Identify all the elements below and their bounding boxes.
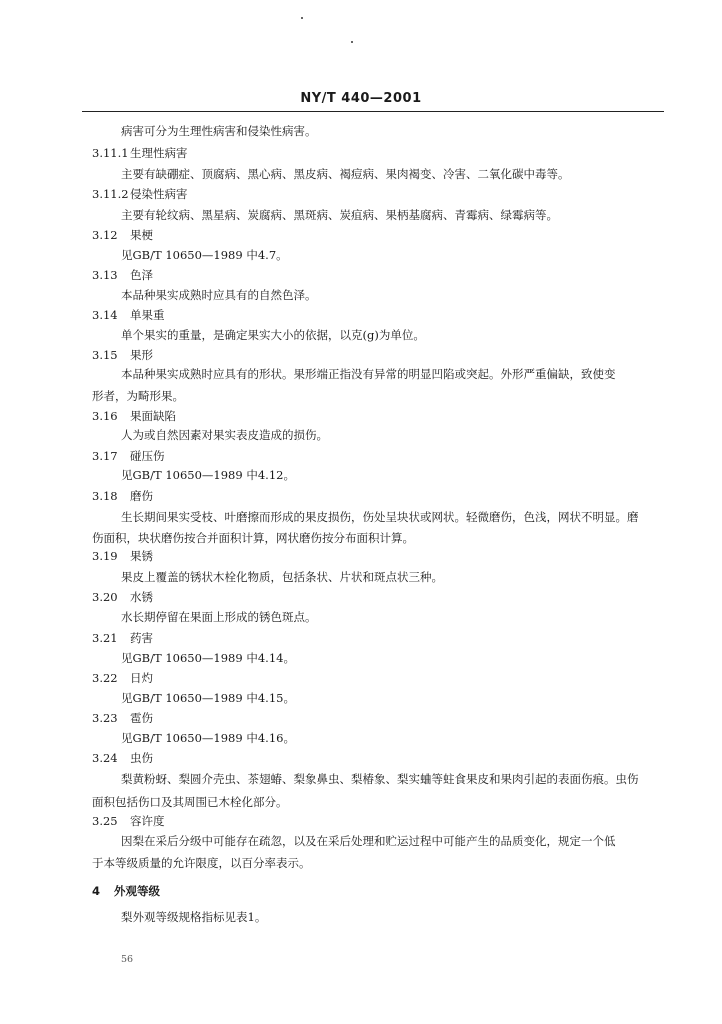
section-title: 碰压伤	[130, 449, 165, 463]
section-body-line: 因梨在采后分级中可能存在疏忽，以及在采后处理和贮运过程中可能产生的品质变化，规定一个低	[121, 834, 616, 848]
section-title: 药害	[130, 631, 153, 645]
scan-dot	[301, 17, 303, 19]
section-number: 3.16	[92, 409, 118, 423]
header-rule	[82, 111, 664, 112]
section-title: 色泽	[130, 268, 153, 282]
section-body-line: 面积包括伤口及其周围已木栓化部分。	[92, 795, 288, 809]
section-heading	[92, 187, 188, 201]
section-body-line: 人为或自然因素对果实表皮造成的损伤。	[121, 428, 328, 442]
section-body-line: 主要有轮纹病、黑星病、炭腐病、黑斑病、炭疽病、果柄基腐病、青霉病、绿霉病等。	[121, 208, 558, 222]
section-body-line: 生长期间果实受枝、叶磨擦而形成的果皮损伤，伤处呈块状或网状。轻微磨伤，色浅，网状不明显。磨	[121, 510, 639, 524]
section-body-line: 于本等级质量的允许限度，以百分率表示。	[92, 856, 311, 870]
section-title: 日灼	[130, 671, 153, 685]
section-heading	[92, 489, 153, 503]
page-number: 56	[121, 954, 134, 965]
section-number: 3.19	[92, 549, 118, 563]
section-body-line: 梨黄粉蚜、梨圆介壳虫、茶翅蝽、梨象鼻虫、梨椿象、梨实蛐等蛀食果皮和果肉引起的表面伤痕。虫伤	[121, 772, 639, 786]
section-body-line: 形者，为畸形果。	[92, 389, 184, 403]
section-number: 3.18	[92, 489, 118, 503]
section-title: 水锈	[130, 590, 153, 604]
section-heading	[92, 146, 188, 160]
section-number: 3.23	[92, 711, 118, 725]
section-body-line: 见GB/T 10650—1989 中4.16。	[121, 731, 295, 745]
section-title: 雹伤	[130, 711, 153, 725]
section-title: 果梗	[130, 228, 153, 242]
section-body-line: 水长期停留在果面上形成的锈色斑点。	[121, 610, 317, 624]
section-title: 容许度	[130, 814, 165, 828]
section-number: 3.22	[92, 671, 118, 685]
section-number: 3.21	[92, 631, 118, 645]
section-title: 磨伤	[130, 489, 153, 503]
chapter-number: 4	[92, 884, 101, 898]
chapter-title: 外观等级	[114, 884, 160, 898]
section-number: 3.12	[92, 228, 118, 242]
section-body-line: 伤面积，块状磨伤按合并面积计算，网状磨伤按分布面积计算。	[92, 531, 414, 545]
document-header: NY/T 440—2001	[300, 91, 422, 106]
section-title: 果面缺陷	[130, 409, 176, 423]
section-heading	[92, 549, 153, 563]
section-heading	[92, 814, 165, 828]
section-heading	[92, 308, 165, 322]
section-number: 3.11.2	[92, 187, 129, 201]
section-body-line: 本品种果实成熟时应具有的形状。果形端正指没有异常的明显凹陷或突起。外形严重偏缺，致使变	[121, 367, 616, 381]
section-heading	[92, 268, 153, 282]
section-number: 3.24	[92, 751, 118, 765]
section-heading	[92, 348, 153, 362]
section-number: 3.15	[92, 348, 118, 362]
section-body-line: 果皮上覆盖的锈状木栓化物质，包括条状、片状和斑点状三种。	[121, 570, 443, 584]
section-body-line: 见GB/T 10650—1989 中4.7。	[121, 248, 288, 262]
section-body-line: 主要有缺硼症、顶腐病、黑心病、黑皮病、褐痘病、果肉褐变、冷害、二氧化碳中毒等。	[121, 167, 570, 181]
section-title: 果锈	[130, 549, 153, 563]
section-heading	[92, 711, 153, 725]
section-number: 3.11.1	[92, 146, 129, 160]
chapter-heading	[92, 884, 160, 898]
section-number: 3.14	[92, 308, 118, 322]
section-number: 3.25	[92, 814, 118, 828]
section-body-line: 见GB/T 10650—1989 中4.12。	[121, 468, 295, 482]
section-body-line: 见GB/T 10650—1989 中4.15。	[121, 691, 295, 705]
section-heading	[92, 228, 153, 242]
section-title: 果形	[130, 348, 153, 362]
section-number: 3.17	[92, 449, 118, 463]
section-body-line: 本品种果实成熟时应具有的自然色泽。	[121, 288, 317, 302]
section-title: 侵染性病害	[130, 187, 188, 201]
section-number: 3.13	[92, 268, 118, 282]
section-heading	[92, 751, 153, 765]
chapter-body: 梨外观等级规格指标见表1。	[121, 910, 267, 924]
section-body-line: 单个果实的重量，是确定果实大小的依据，以克(g)为单位。	[121, 328, 425, 342]
section-title: 单果重	[130, 308, 165, 322]
scan-dot	[351, 41, 353, 43]
section-number: 3.20	[92, 590, 118, 604]
section-title: 生理性病害	[130, 146, 188, 160]
intro-text: 病害可分为生理性病害和侵染性病害。	[121, 124, 317, 138]
section-heading	[92, 671, 153, 685]
section-heading	[92, 631, 153, 645]
section-heading	[92, 409, 176, 423]
section-heading	[92, 590, 153, 604]
section-title: 虫伤	[130, 751, 153, 765]
section-body-line: 见GB/T 10650—1989 中4.14。	[121, 651, 295, 665]
section-heading	[92, 449, 165, 463]
